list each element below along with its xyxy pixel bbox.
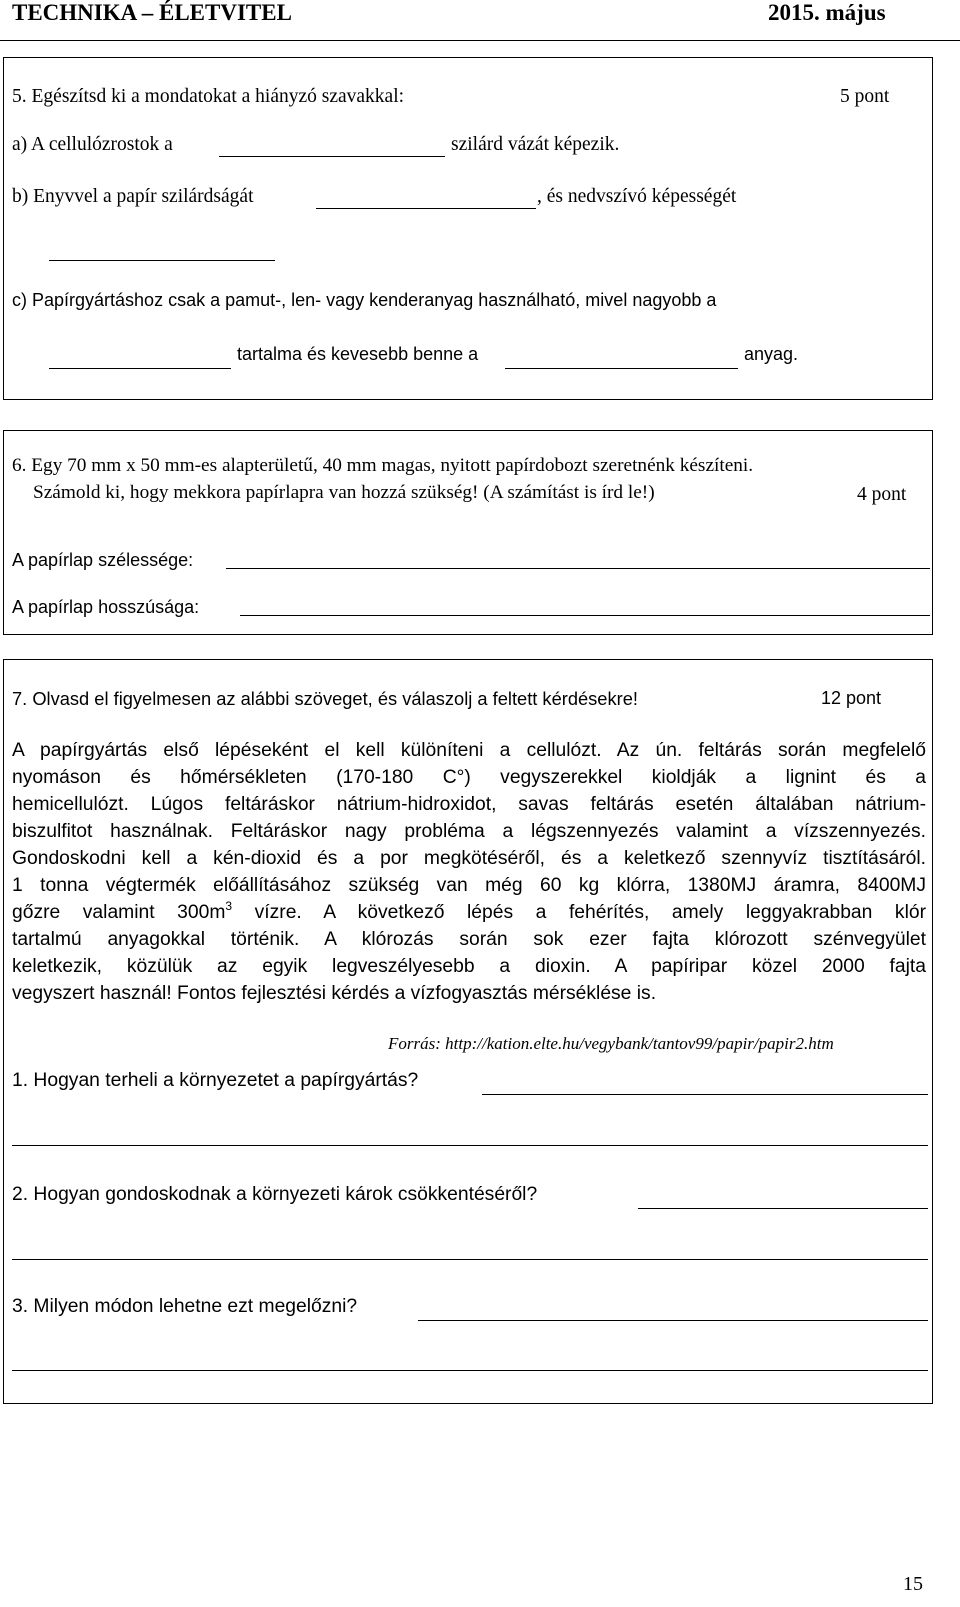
- q6-length-answer[interactable]: [240, 615, 930, 616]
- q5-title: 5. Egészítsd ki a mondatokat a hiányzó szavakkal:: [12, 86, 405, 107]
- q6-points: 4 pont: [857, 484, 907, 505]
- q7-passage-line: A papírgyártás első lépéseként el kell különíteni a cellulózt. Az ún. feltárás során megfelelő: [12, 740, 926, 761]
- q5-b-blank-1[interactable]: [316, 208, 536, 209]
- q7-passage-line: [12, 899, 926, 926]
- q5-a-suffix: szilárd vázát képezik.: [451, 134, 620, 155]
- q5-a-blank[interactable]: [219, 156, 445, 157]
- q6-line1: 6. Egy 70 mm x 50 mm-es alapterületű, 40 mm magas, nyitott papírdobozt szeretnénk készíteni.: [12, 455, 754, 476]
- q7-passage-line: hemicellulózt. Lúgos feltáráskor nátrium-hidroxidot, savas feltárás esetén általában nátrium-: [12, 794, 926, 815]
- q5-points: 5 pont: [840, 86, 890, 107]
- q5-c-end: anyag.: [744, 344, 799, 364]
- q7-passage-line: 1 tonna végtermék előállításához szükség van még 60 kg klórra, 1380MJ áramra, 8400MJ: [12, 875, 926, 896]
- q7-subquestion-2: 2. Hogyan gondoskodnak a környezeti károk csökkentéséről?: [12, 1184, 538, 1205]
- q5-b-prefix: b) Enyvvel a papír szilárdságát: [12, 186, 254, 207]
- q5-c-blank-2[interactable]: [505, 368, 738, 369]
- q7-answer-1a[interactable]: [482, 1094, 928, 1095]
- q6-width-label: A papírlap szélessége:: [12, 550, 194, 570]
- q5-b-blank-2[interactable]: [49, 260, 275, 261]
- q7-passage-text: gőzre valamint 300m: [12, 902, 226, 923]
- q5-a-prefix: a) A cellulózrostok a: [12, 134, 173, 155]
- q5-c-line1: c) Papírgyártáshoz csak a pamut-, len- vagy kenderanyag használható, mivel nagyobb a: [12, 290, 717, 310]
- q6-line2: Számold ki, hogy mekkora papírlapra van hozzá szükség! (A számítást is írd le!): [33, 482, 655, 503]
- q7-passage-superscript: 3: [225, 899, 233, 913]
- q7-answer-3b[interactable]: [12, 1370, 928, 1371]
- q7-passage: [12, 737, 926, 1007]
- q7-answer-1b[interactable]: [12, 1145, 928, 1146]
- q6-length-label: A papírlap hosszúsága:: [12, 597, 200, 617]
- header-date: 2015. május: [768, 0, 886, 25]
- q5-b-suffix: , és nedvszívó képességét: [537, 186, 737, 207]
- q5-c-blank-1[interactable]: [49, 368, 231, 369]
- q7-passage-line: vegyszert használ! Fontos fejlesztési kérdés a vízfogyasztás mérséklése is.: [12, 983, 657, 1004]
- q7-answer-3a[interactable]: [418, 1320, 928, 1321]
- q7-source: Forrás: http://kation.elte.hu/vegybank/tantov99/papir/papir2.htm: [388, 1034, 834, 1053]
- q7-title: 7. Olvasd el figyelmesen az alábbi szöveget, és válaszolj a feltett kérdésekre!: [12, 688, 638, 709]
- page-number: 15: [903, 1573, 923, 1595]
- q7-points: 12 pont: [821, 688, 882, 708]
- q7-answer-2a[interactable]: [638, 1208, 928, 1209]
- q5-c-mid: tartalma és kevesebb benne a: [237, 344, 479, 364]
- q7-subquestion-3: 3. Milyen módon lehetne ezt megelőzni?: [12, 1296, 358, 1317]
- q7-passage-line: keletkezik, közülük az egyik legveszélyesebb a dioxin. A papíripar közel 2000 fajta: [12, 956, 926, 977]
- q7-passage-line: tartalmú anyagokkal történik. A klórozás során sok ezer fajta klórozott szénvegyület: [12, 929, 926, 950]
- q7-subquestion-1: 1. Hogyan terheli a környezetet a papírgyártás?: [12, 1070, 419, 1091]
- q6-width-answer[interactable]: [226, 568, 930, 569]
- header-subject: TECHNIKA – ÉLETVITEL: [12, 0, 292, 25]
- q7-passage-line: Gondoskodni kell a kén-dioxid és a por megkötéséről, és a keletkező szennyvíz tisztításáról.: [12, 848, 926, 869]
- q7-passage-line: nyomáson és hőmérsékleten (170-180 C°) vegyszerekkel kioldják a lignint és a: [12, 767, 926, 788]
- header-divider: [0, 40, 960, 41]
- q7-passage-line: biszulfitot használnak. Feltáráskor nagy probléma a légszennyezés valamint a vízszennyezés.: [12, 821, 926, 842]
- q7-passage-text: vízre. A következő lépés a fehérítés, amely leggyakrabban klór: [232, 902, 926, 923]
- q7-answer-2b[interactable]: [12, 1259, 928, 1260]
